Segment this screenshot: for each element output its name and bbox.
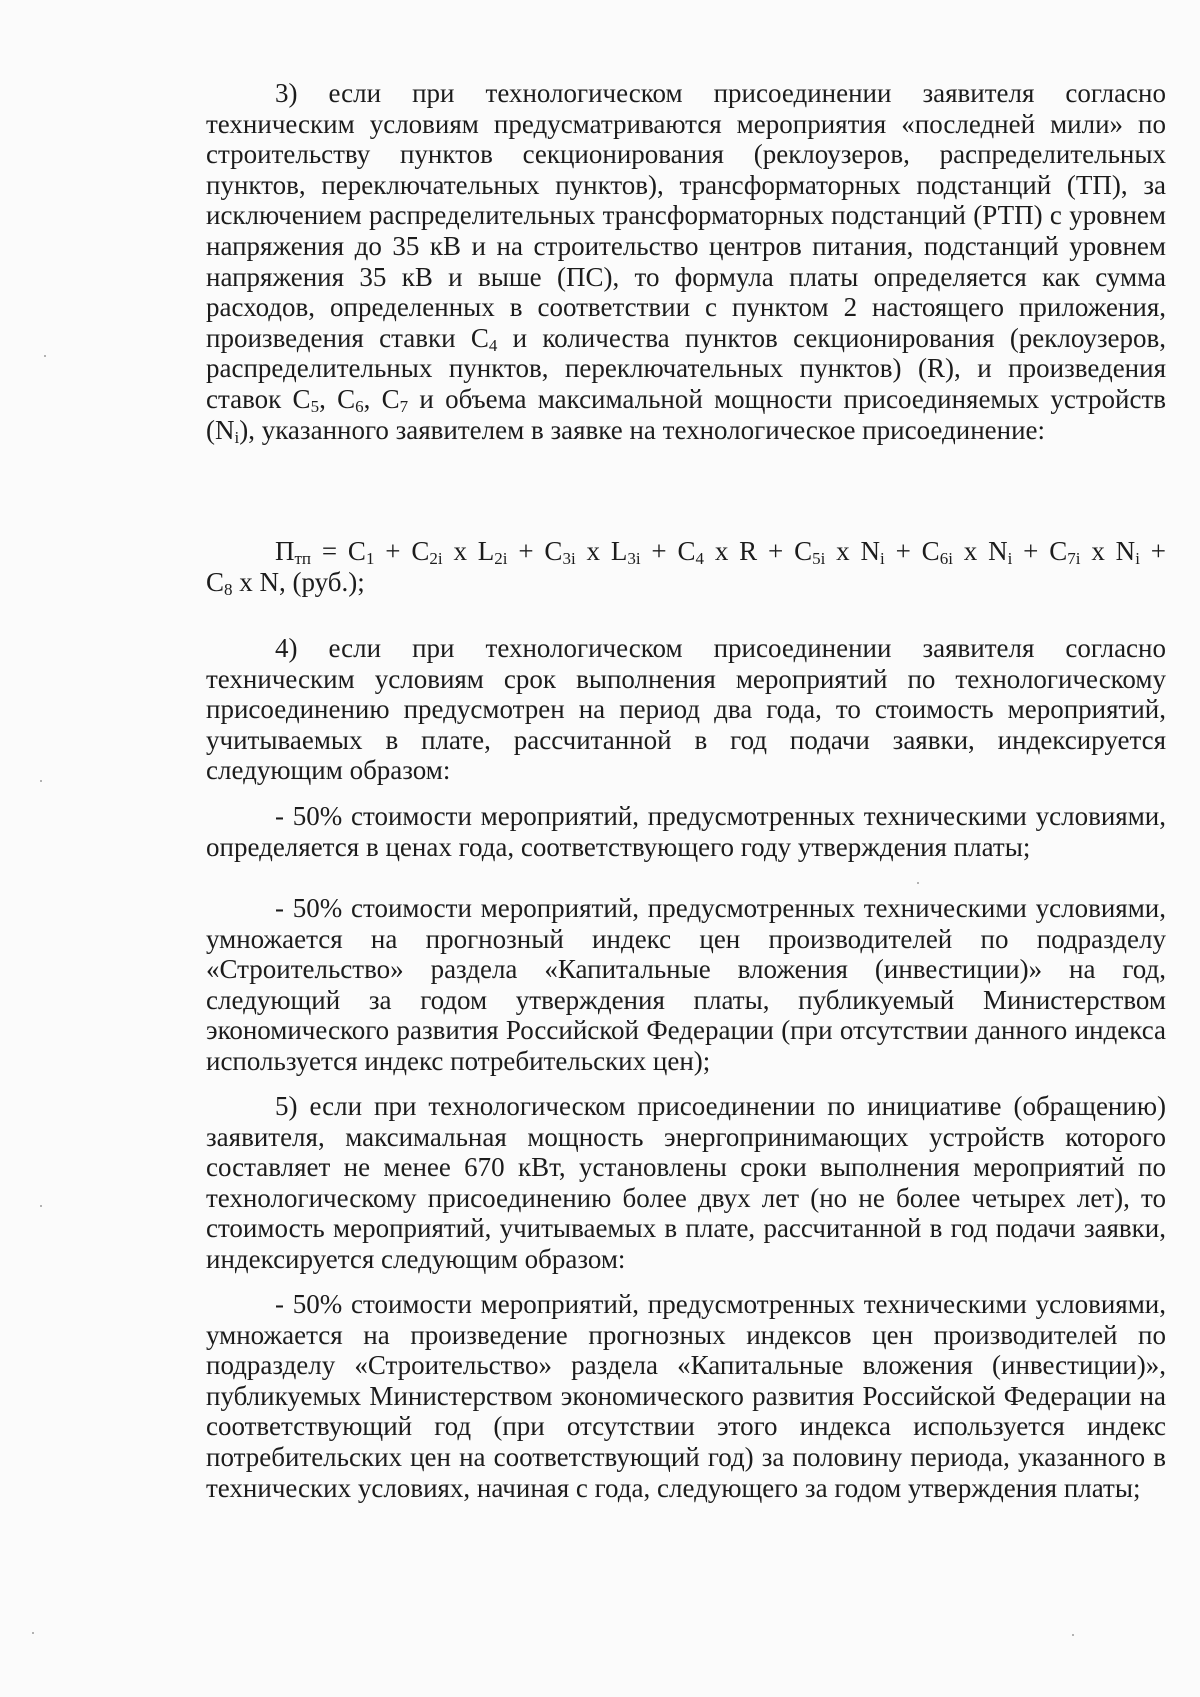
rate-c7: C — [381, 383, 400, 414]
formula-term: x N, (руб.); — [232, 567, 365, 597]
formula-sub: 2i — [429, 549, 443, 568]
scan-speck — [44, 355, 46, 357]
scan-speck — [40, 780, 42, 782]
scan-speck — [40, 1205, 42, 1207]
paragraph-3-end: ), указанного заявителем в заявке на технологическое присоединение: — [239, 414, 1046, 445]
formula-sub: 8 — [224, 580, 233, 599]
scan-speck — [1072, 1634, 1074, 1636]
separator: , — [319, 383, 338, 414]
formula-sub: i — [1007, 549, 1013, 568]
rate-c5-sub: 5 — [310, 396, 320, 416]
formula-sub: i — [1135, 549, 1140, 568]
paragraph-4-dash-1: - 50% стоимости мероприятий, предусмотренных техническими условиями, определяется в ценах года, соответствующего году утверждения платы; — [206, 801, 1166, 862]
formula-sub: 4 — [695, 549, 704, 568]
scan-speck — [32, 1632, 34, 1634]
paragraph-5: 5) если при технологическом присоединении по инициативе (обращению) заявителя, максимальная мощность энергопринимающих устройств которого составляет не менее 670 кВт, установлены сроки выполнения мероприятий по технологическому присоединению более двух лет (но не более четырех лет), то стоимость мероприятий, учитываемых в плате, рассчитанной в год подачи заявки, индексируется следующим образом: — [206, 1091, 1166, 1274]
formula-sub: 3i — [627, 549, 641, 568]
formula-line-2 — [206, 567, 1166, 598]
formula-term: x N — [952, 536, 1008, 566]
paragraph-5-dash-1: - 50% стоимости мероприятий, предусмотренных техническими условиями, умножается на произведение прогнозных индексов цен производителей по подразделу «Строительство» раздела «Капитальные вложения (инвестиции)», публикуемых Министерством экономического развития Российской Федерации на соответствующий год (при отсутствии этого индекса используется индекс потребительских цен на соответствующий год) за половину периода, указанного в технических условиях, начиная с года, следующего за годом утверждения платы; — [206, 1289, 1166, 1503]
formula-term: = C — [311, 536, 366, 566]
paragraph-4: 4) если при технологическом присоединении заявителя согласно техническим условиям срок выполнения мероприятий по технологическому присоединению предусмотрен на период два года, то стоимость мероприятий, учитываемых в плате, рассчитанной в год подачи заявки, индексируется следующим образом: — [206, 633, 1166, 786]
formula-sub: 7i — [1067, 549, 1081, 568]
formula-sub: i — [880, 549, 885, 568]
rate-c6: C — [337, 383, 356, 414]
formula-sub: 6i — [939, 549, 953, 568]
formula-sub: 1 — [365, 549, 375, 568]
paragraph-3-text: 3) если при технологическом присоединении заявителя согласно техническим условиям предусматриваются мероприятия «последней мили» по строительству пунктов секционирования (реклоузеров, распределительных пунктов, переключательных пунктов), трансформаторных подстанций (ТП), за исключением распределительных трансформаторных подстанций (РТП) с уровнем напряжения до 35 кВ и на строительство центров питания, подстанций уровнем напряжения 35 кВ и выше (ПС), то формула платы определяется как сумма расходов, определенных в соответствии с пунктом 2 настоящего приложения, произведения ставки — [206, 78, 1166, 353]
rate-c4-sub: 4 — [488, 335, 498, 355]
separator: , — [363, 383, 382, 414]
formula-term: C — [206, 567, 225, 597]
formula-sub: тп — [294, 549, 312, 568]
formula-term: + C — [884, 536, 940, 566]
formula-term: + C — [1012, 536, 1068, 566]
rate-c4: C — [470, 322, 489, 353]
paragraph-3 — [206, 78, 1166, 445]
paragraph-3-mid2: и объема максимальной мощности присоединяемых устройств (N — [206, 383, 1167, 445]
formula-term: x L — [442, 536, 495, 566]
formula-term: x L — [575, 536, 628, 566]
formula-term: x N — [825, 536, 881, 566]
formula-term: + — [1139, 536, 1166, 566]
rate-c6-sub: 6 — [355, 396, 364, 416]
formula-term: x R + C — [704, 536, 813, 566]
formula-sub: 2i — [494, 549, 508, 568]
formula-term: + C — [374, 536, 430, 566]
formula-sub: 3i — [562, 549, 576, 568]
formula-term: + C — [640, 536, 696, 566]
paragraph-3-mid1: и количества пунктов секционирования (реклоузеров, распределительных пунктов, переключательных пунктов) (R), и произведения ставок — [206, 322, 1167, 414]
formula-sub: 5i — [812, 549, 826, 568]
rate-c5: C — [292, 383, 311, 414]
rate-c7-sub: 7 — [399, 396, 409, 416]
formula-term: x N — [1080, 536, 1136, 566]
formula-line-1 — [206, 536, 1166, 567]
scan-speck — [917, 882, 919, 884]
paragraph-4-dash-2: - 50% стоимости мероприятий, предусмотренных техническими условиями, умножается на прогнозный индекс цен производителей по подразделу «Строительство» раздела «Капитальные вложения (инвестиции)» на год, следующий за годом утверждения платы, публикуемый Министерством экономического развития Российской Федерации (при отсутствии данного индекса используется индекс потребительских цен); — [206, 893, 1166, 1076]
formula-term: + C — [507, 536, 563, 566]
formula-term: П — [275, 536, 295, 566]
ni-sub: i — [234, 427, 240, 447]
